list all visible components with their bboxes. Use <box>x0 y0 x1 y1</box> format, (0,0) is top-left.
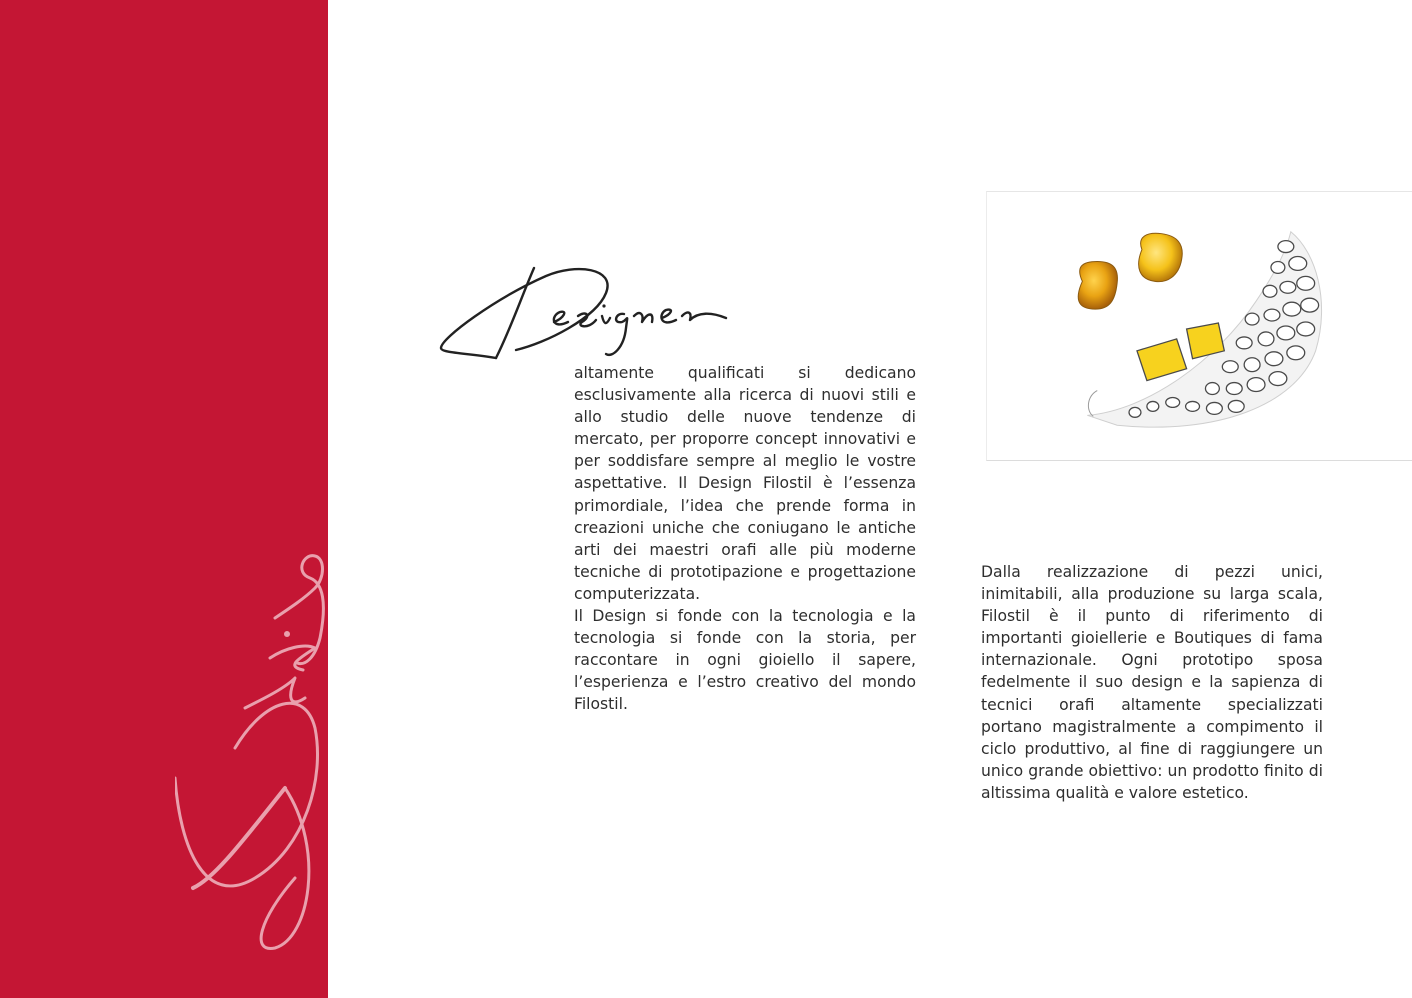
left-paragraph-2: Il Design si fonde con la tecnologia e la tecnologia si fonde con la storia, per raccontare in ogni gioiello il sapere, l’esperienza e l’estro creativo del mondo Filostil. <box>574 607 916 714</box>
jewelry-sketch-photo <box>986 191 1412 461</box>
right-paragraph-1: Dalla realizzazione di pezzi unici, inimitabili, alla produzione su larga scala, Filostil è il punto di riferimento di importanti gioiellerie e Boutiques di fama internazionale. Ogni prototipo sposa fedelmente il suo design e la sapienza di tecnici orafi altamente specializzati portano magistralmente a compimento il ciclo produttivo, al fine di raggiungere un unico grande obiettivo: un prodotto finito di altissima qualità e valore estetico. <box>981 563 1323 802</box>
design-script-lettering <box>175 548 335 958</box>
left-text-column <box>574 362 916 716</box>
left-paragraph-1: altamente qualificati si dedicano esclusivamente alla ricerca di nuovi stili e allo studio delle nuove tendenze di mercato, per proporre concept innovativi e per soddisfare sempre al meglio le vostre aspettative. Il Design Filostil è l’essenza primordiale, l’idea che prende forma in creazioni uniche che coniugano le antiche arti dei maestri orafi alle più moderne tecniche di prototipazione e progettazione computerizzata. <box>574 364 916 603</box>
jewelry-illustration <box>987 192 1412 460</box>
red-sidebar <box>0 0 328 998</box>
right-text-column <box>981 561 1323 804</box>
designer-script-heading <box>436 258 736 366</box>
